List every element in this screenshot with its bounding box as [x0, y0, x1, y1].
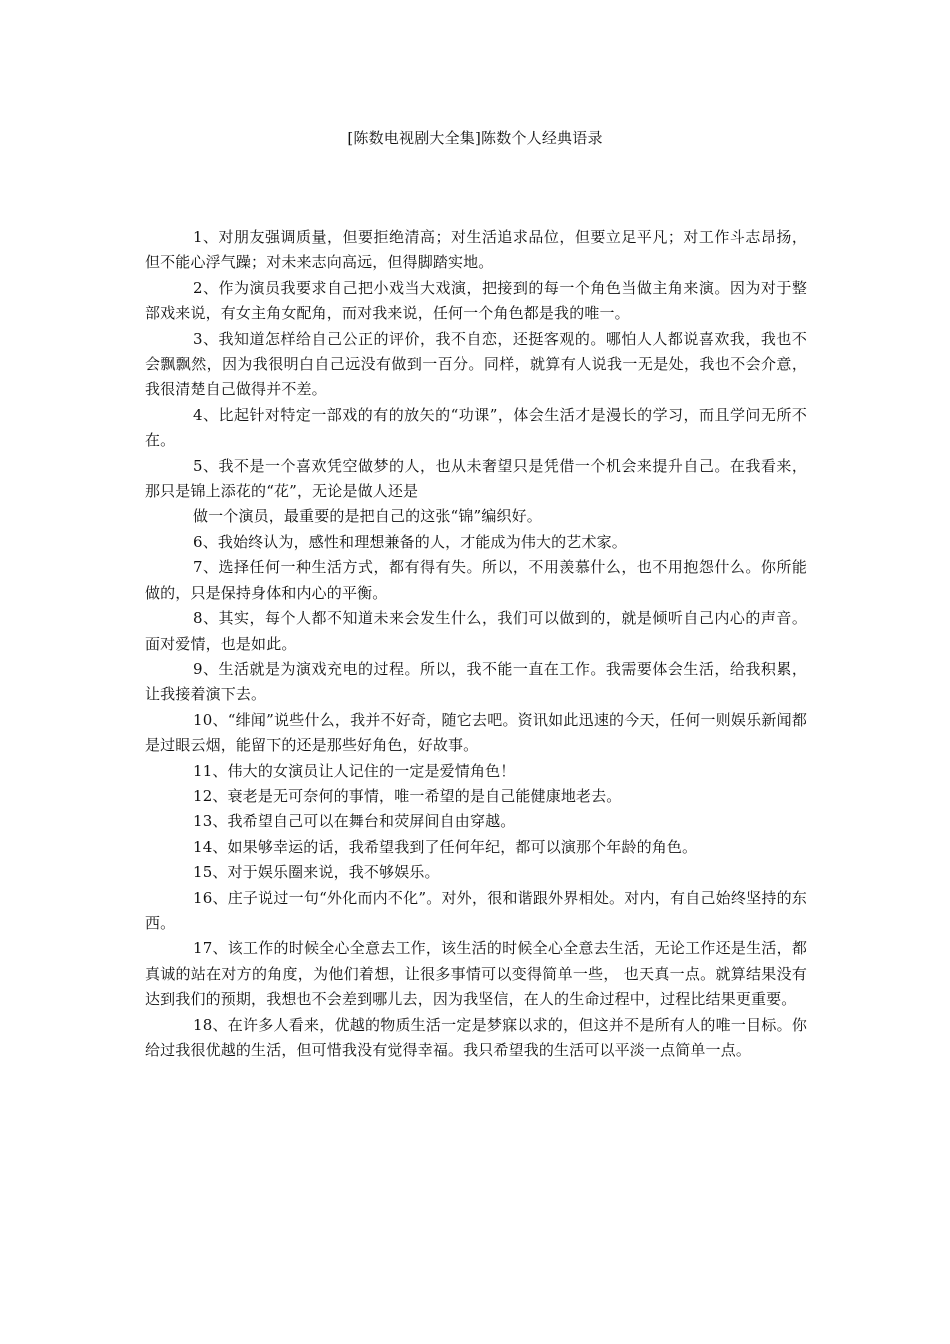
paragraph-3: 3、我知道怎样给自己公正的评价，我不自恋，还挺客观的。哪怕人人都说喜欢我，我也不会飘飘然，因为我很明白自己远没有做到一百分。同样，就算有人说我一无是处，我也不会介意，我很清楚自己做得并不差。 — [145, 329, 807, 399]
paragraph-6: 6、我始终认为，感性和理想兼备的人，才能成为伟大的艺术家。 — [193, 532, 627, 551]
paragraph-14: 14、如果够幸运的话，我希望我到了任何年纪，都可以演那个年龄的角色。 — [193, 837, 698, 856]
paragraph-16: 16、庄子说过一句“外化而内不化”。对外，很和谐跟外界相处。对内，有自己始终坚持的东西。 — [145, 888, 807, 932]
paragraph-5: 5、我不是一个喜欢凭空做梦的人，也从未奢望只是凭借一个机会来提升自己。在我看来，那只是锦上添花的“花”，无论是做人还是 — [145, 456, 807, 501]
paragraph-13: 13、我希望自己可以在舞台和荧屏间自由穿越。 — [193, 812, 516, 831]
paragraph-12: 12、衰老是无可奈何的事情，唯一希望的是自己能健康地老去。 — [193, 786, 622, 805]
paragraph-2: 2、作为演员我要求自己把小戏当大戏演，把接到的每一个角色当做主角来演。因为对于整部戏来说，有女主角女配角，而对我来说，任何一个角色都是我的唯一。 — [145, 278, 807, 323]
document-body — [145, 225, 807, 1063]
paragraph-18: 18、在许多人看来，优越的物质生活一定是梦寐以求的，但这并不是所有人的唯一目标。你给过我很优越的生活，但可惜我没有觉得幸福。我只希望我的生活可以平淡一点简单一点。 — [145, 1015, 807, 1059]
paragraph-11: 11、伟大的女演员让人记住的一定是爱情角色！ — [193, 761, 516, 780]
paragraph-5-continuation: 做一个演员，最重要的是把自己的这张“锦”编织好。 — [193, 507, 542, 526]
paragraph-1: 1、对朋友强调质量，但要拒绝清高；对生活追求品位，但要立足平凡；对工作斗志昂扬，但不能心浮气躁；对未来志向高远，但得脚踏实地。 — [145, 228, 807, 272]
paragraph-4: 4、比起针对特定一部戏的有的放矢的“功课”，体会生活才是漫长的学习，而且学问无所不在。 — [145, 405, 807, 450]
paragraph-7: 7、选择任何一种生活方式，都有得有失。所以，不用羡慕什么，也不用抱怨什么。你所能做的，只是保持身体和内心的平衡。 — [145, 558, 807, 602]
paragraph-9: 9、生活就是为演戏充电的过程。所以，我不能一直在工作。我需要体会生活，给我积累，让我接着演下去。 — [145, 659, 807, 704]
paragraph-8: 8、其实，每个人都不知道未来会发生什么，我们可以做到的，就是倾听自己内心的声音。面对爱情，也是如此。 — [145, 609, 807, 653]
paragraph-15: 15、对于娱乐圈来说，我不够娱乐。 — [193, 863, 440, 882]
paragraph-17: 17、该工作的时候全心全意去工作，该生活的时候全心全意去生活，无论工作还是生活，都真诚的站在对方的角度，为他们着想，让很多事情可以变得简单一些， 也天真一点。就算结果没有达到我们的预期，我想也不会差到哪儿去，因为我坚信，在人的生命过程中，过程比结果更重要。 — [145, 939, 807, 1009]
document-title: [陈数电视剧大全集]陈数个人经典语录 — [347, 129, 603, 147]
paragraph-10: 10、“绯闻”说些什么，我并不好奇，随它去吧。资讯如此迅速的今天，任何一则娱乐新闻都是过眼云烟，能留下的还是那些好角色，好故事。 — [145, 710, 807, 755]
